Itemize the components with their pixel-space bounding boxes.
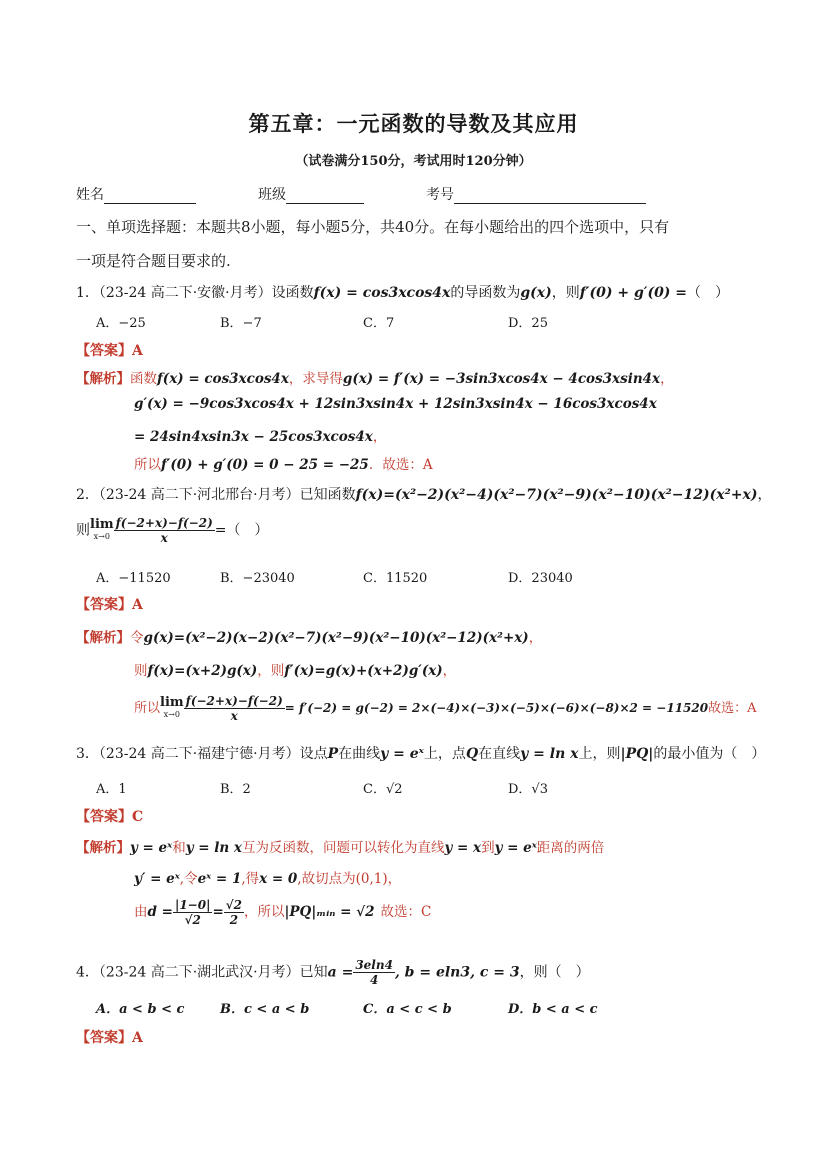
q3-stem <box>76 743 765 763</box>
q3-point-q: Q <box>465 746 479 762</box>
q1-s1-text3: ， <box>660 371 674 387</box>
q1-blank: （ ） <box>687 285 730 301</box>
q1-s1-math2: g(x) = f′(x) = −3sin3xcos4x − 4cos3xsin4x <box>342 371 661 387</box>
name-blank[interactable] <box>104 188 196 204</box>
q1-option-a[interactable]: A．−25 <box>96 316 146 331</box>
q2-analysis-line3 <box>134 694 756 723</box>
q3-s1-text2: 互为反函数，问题可以转化为直线 <box>241 840 445 856</box>
q2-option-a[interactable]: A．−11520 <box>96 571 171 586</box>
q2-s2-text3: ， <box>442 663 457 679</box>
q3-s3-conclusion: 故选：C <box>380 904 432 920</box>
q3-option-c[interactable]: C．√2 <box>363 782 403 797</box>
q2-s2-text: 则 <box>134 663 148 679</box>
q1-option-c[interactable]: C．7 <box>363 316 395 331</box>
q2-s3-text: 所以 <box>134 701 161 716</box>
q2-limit-word: lim <box>90 516 114 532</box>
q3-s1-text: 和 <box>172 840 186 856</box>
q2-fraction <box>114 516 215 545</box>
q1-analysis-line3 <box>134 425 386 445</box>
q1-s4-math: f′(0) + g′(0) = 0 − 25 = −25 <box>161 457 369 473</box>
q3-line: y = ln x <box>520 746 579 762</box>
q1-s3-math: = 24sin4xsin3x − 25cos3xcos4x <box>134 429 373 445</box>
q3-stem-text: 3．（23-24 高二下·福建宁德·月考）设点 <box>76 746 328 762</box>
name-field[interactable] <box>76 184 196 204</box>
q3-s2-math2: eˣ = 1 <box>197 871 242 887</box>
q2-stem-text2: ， <box>757 487 772 503</box>
q3-s2-text2: ,得 <box>241 871 260 887</box>
q2-fraction-num: f(−2+x)−f(−2) <box>115 516 213 530</box>
section-heading-line1: 一、单项选择题：本题共8小题，每小题5分，共40分。在每小题给出的四个选项中，只有 <box>76 218 670 236</box>
q1-analysis-label: 【解析】 <box>76 371 130 387</box>
q1-s4-text: 所以 <box>134 457 161 473</box>
q3-distance: |PQ| <box>620 746 654 762</box>
q1-s1-math: f(x) = cos3xcos4x <box>157 371 289 387</box>
q3-s1-math: y = eˣ <box>130 840 173 856</box>
q4-stem <box>76 958 590 987</box>
q4-blank: ，则（ ） <box>519 964 590 981</box>
q1-stem-text3: ，则 <box>551 285 580 301</box>
q3-option-b[interactable]: B．2 <box>220 782 251 797</box>
q2-limit <box>90 516 114 543</box>
class-field[interactable] <box>258 184 364 204</box>
q2-s3-fraction-den: x <box>230 709 238 723</box>
q3-s3-fraction-den: √2 <box>184 913 201 927</box>
q3-s3-fraction-num: |1−0| <box>174 898 211 912</box>
q4-answer: 【答案】A <box>76 1030 143 1046</box>
q1-s3-text: ， <box>372 429 387 445</box>
q2-fraction-den: x <box>160 531 168 545</box>
q2-analysis-line2 <box>134 659 456 679</box>
q1-expression: f′(0) + g′(0) = <box>579 285 688 301</box>
q1-analysis-line1 <box>76 367 674 387</box>
page-title: 第五章：一元函数的导数及其应用 <box>248 111 579 136</box>
q1-analysis-line4 <box>134 453 433 473</box>
q3-s3-fraction2-num: √2 <box>225 898 242 912</box>
q2-s3-fraction <box>184 694 285 723</box>
q2-stem-text: 2．（23-24 高二下·河北邢台·月考）已知函数 <box>76 487 356 503</box>
q2-stem-line2 <box>76 516 268 545</box>
q3-stem-text5: 上，则 <box>578 746 621 762</box>
q2-s3-limit-sub: x→0 <box>163 709 180 719</box>
q4-stem-text: 4．（23-24 高二下·湖北武汉·月考）已知 <box>76 964 328 981</box>
q4-option-c[interactable]: C．a < c < b <box>363 1002 452 1017</box>
q3-analysis-line3 <box>134 898 431 927</box>
q3-analysis-line2 <box>134 867 401 887</box>
q2-s2-math2: f′(x)=g(x)+(x+2)g′(x) <box>284 663 443 679</box>
q1-option-d[interactable]: D．25 <box>508 316 548 331</box>
class-label: 班级 <box>258 187 286 203</box>
q2-s1-text: 令 <box>130 630 144 646</box>
q2-analysis-line1 <box>76 626 542 646</box>
q3-stem-text2: 在曲线 <box>338 746 381 762</box>
q1-function: f(x) = cos3xcos4x <box>313 285 451 301</box>
q4-a-fraction-den: 4 <box>369 973 379 987</box>
q3-option-d[interactable]: D．√3 <box>508 782 548 797</box>
q1-derivative: g(x) <box>520 285 552 301</box>
q2-s1-math: g(x)=(x²−2)(x−2)(x²−7)(x²−9)(x²−10)(x²−12)(x²+x) <box>143 630 529 646</box>
q3-s2-text3: ,故切点为(0,1)， <box>297 871 402 887</box>
q4-a-fraction-num: 3eln4 <box>355 958 393 972</box>
q2-s1-text2: ， <box>528 630 543 646</box>
q3-s3-fraction2-den: 2 <box>229 913 239 927</box>
number-blank[interactable] <box>454 188 646 204</box>
q3-s3-fraction2 <box>224 898 244 927</box>
q3-curve: y = eˣ <box>380 746 424 762</box>
q1-s1-text2: ，求导得 <box>288 371 343 387</box>
q2-s3-fraction-num: f(−2+x)−f(−2) <box>185 694 283 708</box>
q3-analysis-line1 <box>76 836 604 856</box>
q3-s1-math3: y = x <box>444 840 482 856</box>
name-label: 姓名 <box>76 187 104 203</box>
q4-option-b[interactable]: B．c < a < b <box>220 1002 310 1017</box>
q2-s2-math: f(x)=(x+2)g(x) <box>147 663 258 679</box>
q3-option-a[interactable]: A．1 <box>96 782 127 797</box>
section-heading-line2: 一项是符合题目要求的. <box>76 252 231 270</box>
q2-stem-text3: 则 <box>76 522 90 539</box>
q2-function: f(x)=(x²−2)(x²−4)(x²−7)(x²−9)(x²−10)(x²−12)(x²+x) <box>355 487 758 503</box>
page-subtitle: （试卷满分150分，考试用时120分钟） <box>295 154 532 169</box>
q3-s3-fraction <box>173 898 212 927</box>
q2-s3-conclusion: 故选：A <box>708 701 757 716</box>
q2-stem-line1 <box>76 484 771 504</box>
q2-answer: 【答案】A <box>76 597 143 613</box>
q3-s1-math4: y = eˣ <box>494 840 537 856</box>
q2-option-d[interactable]: D．23040 <box>508 571 573 586</box>
q3-s3-text: 由 <box>134 904 148 920</box>
q4-b-c-values: , b = eln3, c = 3 <box>394 964 520 981</box>
q2-s3-math: = f′(−2) = g(−2) = 2×(−4)×(−3)×(−5)×(−6)×(−8)×2 = −11520 <box>284 701 709 715</box>
q1-s1-text: 函数 <box>130 371 157 387</box>
q3-s3-math2: |PQ|ₘᵢₙ = √2 <box>284 904 375 920</box>
q1-stem-text2: 的导函数为 <box>450 285 521 301</box>
q1-analysis-line2: g′(x) = −9cos3xcos4x + 12sin3xsin4x + 12sin3xsin4x − 16cos3xcos4x <box>134 396 657 412</box>
q2-s3-limit <box>160 694 184 721</box>
q4-a-lhs: a = <box>327 964 354 981</box>
q3-s2-math: y′ = eˣ <box>134 871 180 887</box>
number-label: 考号 <box>426 187 454 203</box>
q4-option-a[interactable]: A．a < b < c <box>96 1002 185 1017</box>
q1-stem-text: 1．（23-24 高二下·安徽·月考）设函数 <box>76 285 314 301</box>
q2-limit-sub: x→0 <box>93 531 110 541</box>
q3-answer: 【答案】C <box>76 809 144 825</box>
q4-option-d[interactable]: D．b < a < c <box>508 1002 598 1017</box>
q1-stem <box>76 282 729 302</box>
q2-option-b[interactable]: B．−23040 <box>220 571 295 586</box>
q3-stem-text4: 在直线 <box>478 746 521 762</box>
q3-stem-text3: 上，点 <box>423 746 466 762</box>
q2-blank: =（ ） <box>214 522 269 539</box>
q3-s3-equals: = <box>212 904 224 920</box>
q3-point-p: P <box>327 746 339 762</box>
q3-s1-text4: 距离的两倍 <box>536 840 605 856</box>
q2-s2-text2: ，则 <box>257 663 285 679</box>
q4-a-fraction <box>353 958 395 987</box>
q3-s3-text2: ，所以 <box>244 904 285 920</box>
q2-analysis-label: 【解析】 <box>76 630 130 646</box>
q3-s1-text3: 到 <box>481 840 495 856</box>
q2-option-c[interactable]: C．11520 <box>363 571 428 586</box>
q1-answer: 【答案】A <box>76 343 143 359</box>
class-blank[interactable] <box>286 188 364 204</box>
q3-stem-text6: 的最小值为（ ） <box>653 746 766 762</box>
q3-s2-math3: x = 0 <box>259 871 298 887</box>
q1-option-b[interactable]: B．−7 <box>220 316 262 331</box>
q1-s4-conclusion: ．故选：A <box>368 457 433 473</box>
q3-s3-math: d = <box>147 904 173 920</box>
q3-analysis-label: 【解析】 <box>76 840 130 856</box>
q3-s1-math2: y = ln x <box>185 840 242 856</box>
q2-s3-limit-word: lim <box>160 694 184 710</box>
q3-s2-text: ,令 <box>179 871 198 887</box>
number-field[interactable] <box>426 184 646 204</box>
